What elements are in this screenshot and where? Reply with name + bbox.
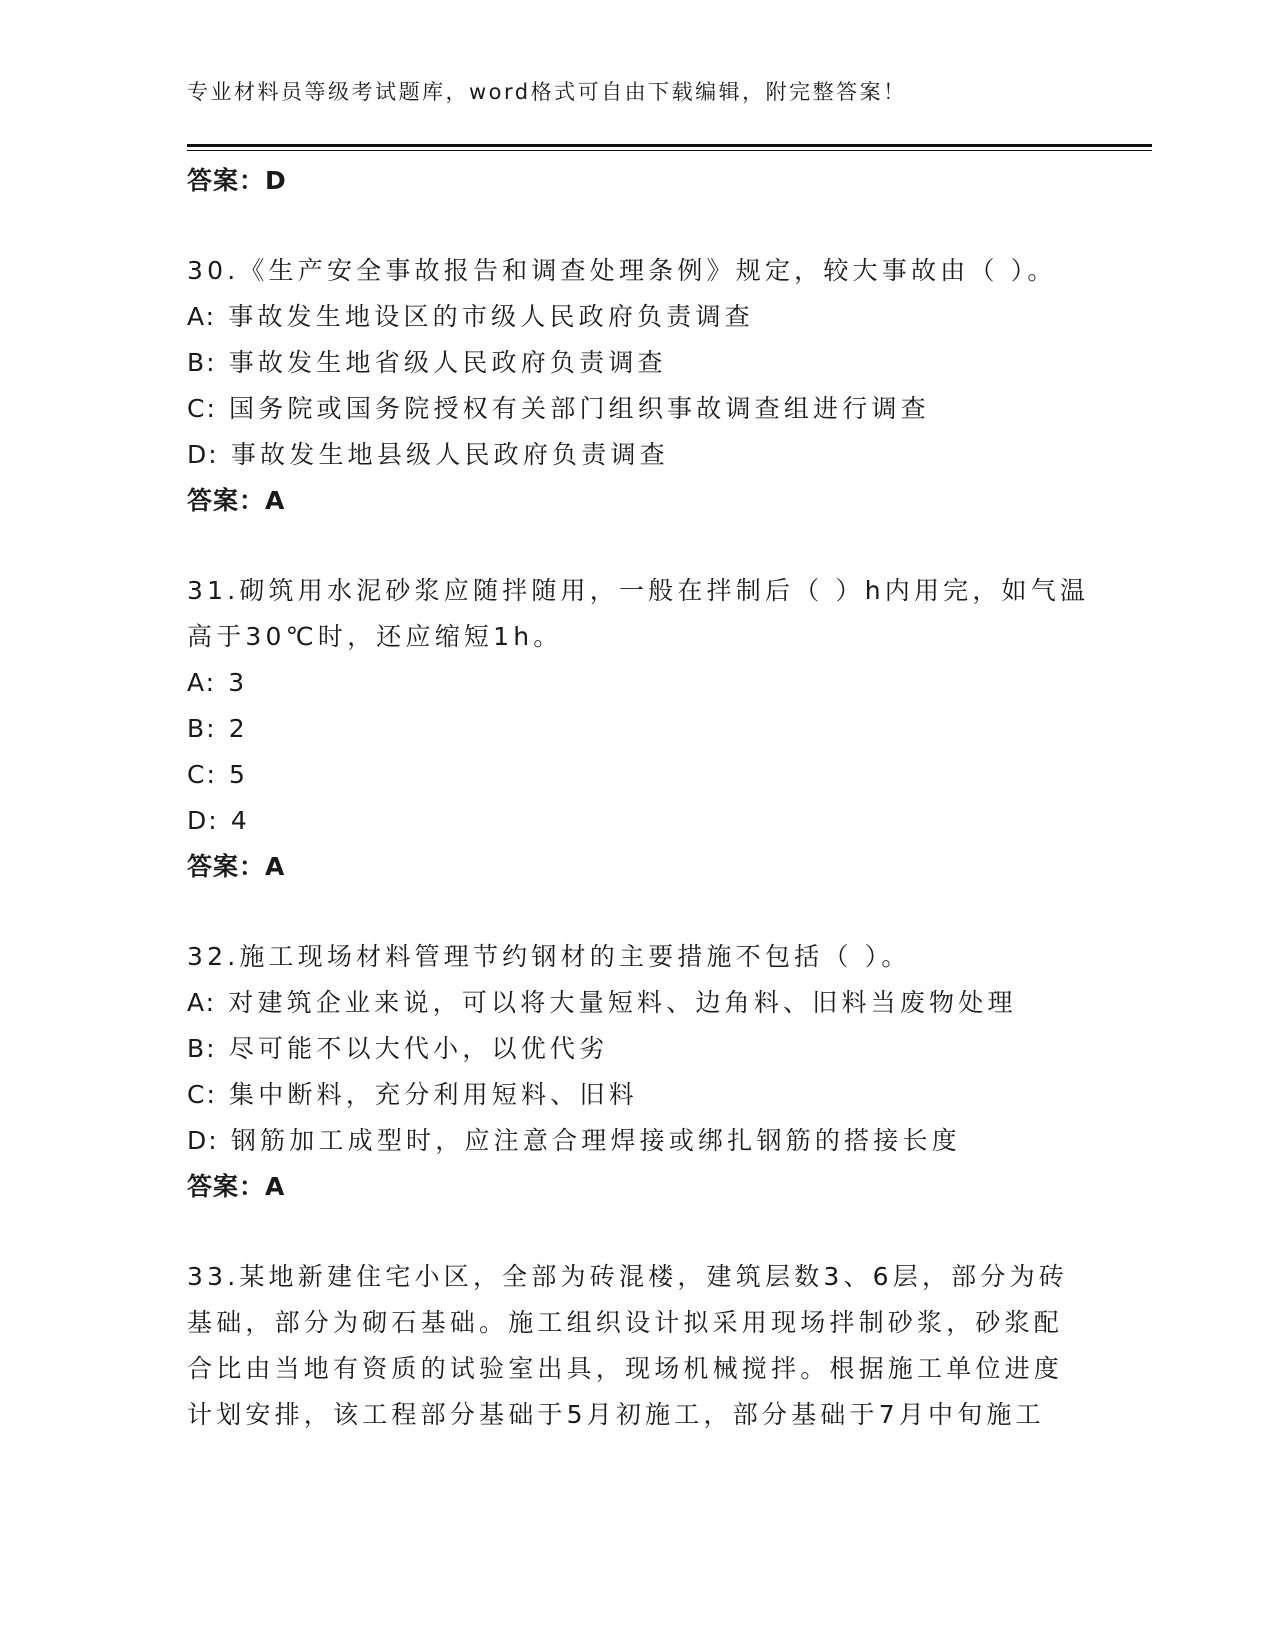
option-d <box>187 798 1087 844</box>
option-text: 事故发生地县级人民政府负责调查 <box>230 440 669 469</box>
option-label: C: <box>187 394 217 423</box>
option-label: C: <box>187 760 217 789</box>
option-text: 2 <box>228 714 249 743</box>
option-label: D: <box>187 440 219 469</box>
document-body <box>187 158 1090 1438</box>
question-stem: 33.某地新建住宅小区，全部为砖混楼，建筑层数3、6层，部分为砖 <box>187 1262 1068 1291</box>
spacer <box>187 1210 1087 1254</box>
option-text: 钢筋加工成型时，应注意合理焊接或绑扎钢筋的搭接长度 <box>230 1126 961 1155</box>
option-label: A: <box>187 302 217 331</box>
spacer <box>187 890 1087 934</box>
answer: 答案：A <box>187 852 286 881</box>
option-text: 国务院或国务院授权有关部门组织事故调查组进行调查 <box>229 394 930 423</box>
option-c <box>187 1072 1087 1118</box>
option-b <box>187 340 1087 386</box>
question-31 <box>187 568 1090 890</box>
question-stem: 计划安排，该工程部分基础于5月初施工，部分基础于7月中旬施工 <box>187 1400 1045 1429</box>
option-text: 对建筑企业来说，可以将大量短料、边角料、旧料当废物处理 <box>228 988 1017 1017</box>
option-text: 尽可能不以大代小，以优代劣 <box>228 1034 609 1063</box>
question-33 <box>187 1254 1087 1438</box>
option-label: B: <box>187 1034 217 1063</box>
question-30 <box>187 248 1087 524</box>
question-stem: 高于30℃时，还应缩短1h。 <box>187 622 563 651</box>
option-label: C: <box>187 1080 217 1109</box>
question-stem: 32.施工现场材料管理节约钢材的主要措施不包括（ ）。 <box>187 942 911 971</box>
option-b <box>187 706 1087 752</box>
header-rule-thick <box>187 144 1152 147</box>
option-text: 事故发生地省级人民政府负责调查 <box>228 348 667 377</box>
answer: 答案：A <box>187 1172 286 1201</box>
option-label: A: <box>187 988 217 1017</box>
option-a <box>187 980 1087 1026</box>
option-text: 集中断料，充分利用短料、旧料 <box>229 1080 638 1109</box>
question-stem: 合比由当地有资质的试验室出具，现场机械搅拌。根据施工单位进度 <box>187 1354 1064 1383</box>
option-label: D: <box>187 806 219 835</box>
option-b <box>187 1026 1087 1072</box>
option-c <box>187 752 1087 798</box>
question-stem: 31.砌筑用水泥砂浆应随拌随用，一般在拌制后（ ）h内用完，如气温 <box>187 576 1090 605</box>
option-d <box>187 1118 1087 1164</box>
option-label: D: <box>187 1126 219 1155</box>
option-a <box>187 660 1087 706</box>
option-label: B: <box>187 348 217 377</box>
option-text: 4 <box>230 806 251 835</box>
spacer <box>187 524 1087 568</box>
header-rule-thin <box>187 150 1152 151</box>
question-32 <box>187 934 1087 1210</box>
page-header: 专业材料员等级考试题库，word格式可自由下载编辑，附完整答案！ <box>187 80 907 104</box>
spacer <box>187 204 1087 248</box>
answer: 答案：A <box>187 486 286 515</box>
option-d <box>187 432 1087 478</box>
question-stem: 30.《生产安全事故报告和调查处理条例》规定，较大事故由（ ）。 <box>187 256 1057 285</box>
option-c <box>187 386 1087 432</box>
previous-answer: 答案：D <box>187 166 287 195</box>
option-label: A: <box>187 668 217 697</box>
option-a <box>187 294 1087 340</box>
question-stem: 基础，部分为砌石基础。施工组织设计拟采用现场拌制砂浆，砂浆配 <box>187 1308 1064 1337</box>
option-label: B: <box>187 714 217 743</box>
option-text: 事故发生地设区的市级人民政府负责调查 <box>228 302 754 331</box>
option-text: 3 <box>228 668 249 697</box>
option-text: 5 <box>229 760 250 789</box>
